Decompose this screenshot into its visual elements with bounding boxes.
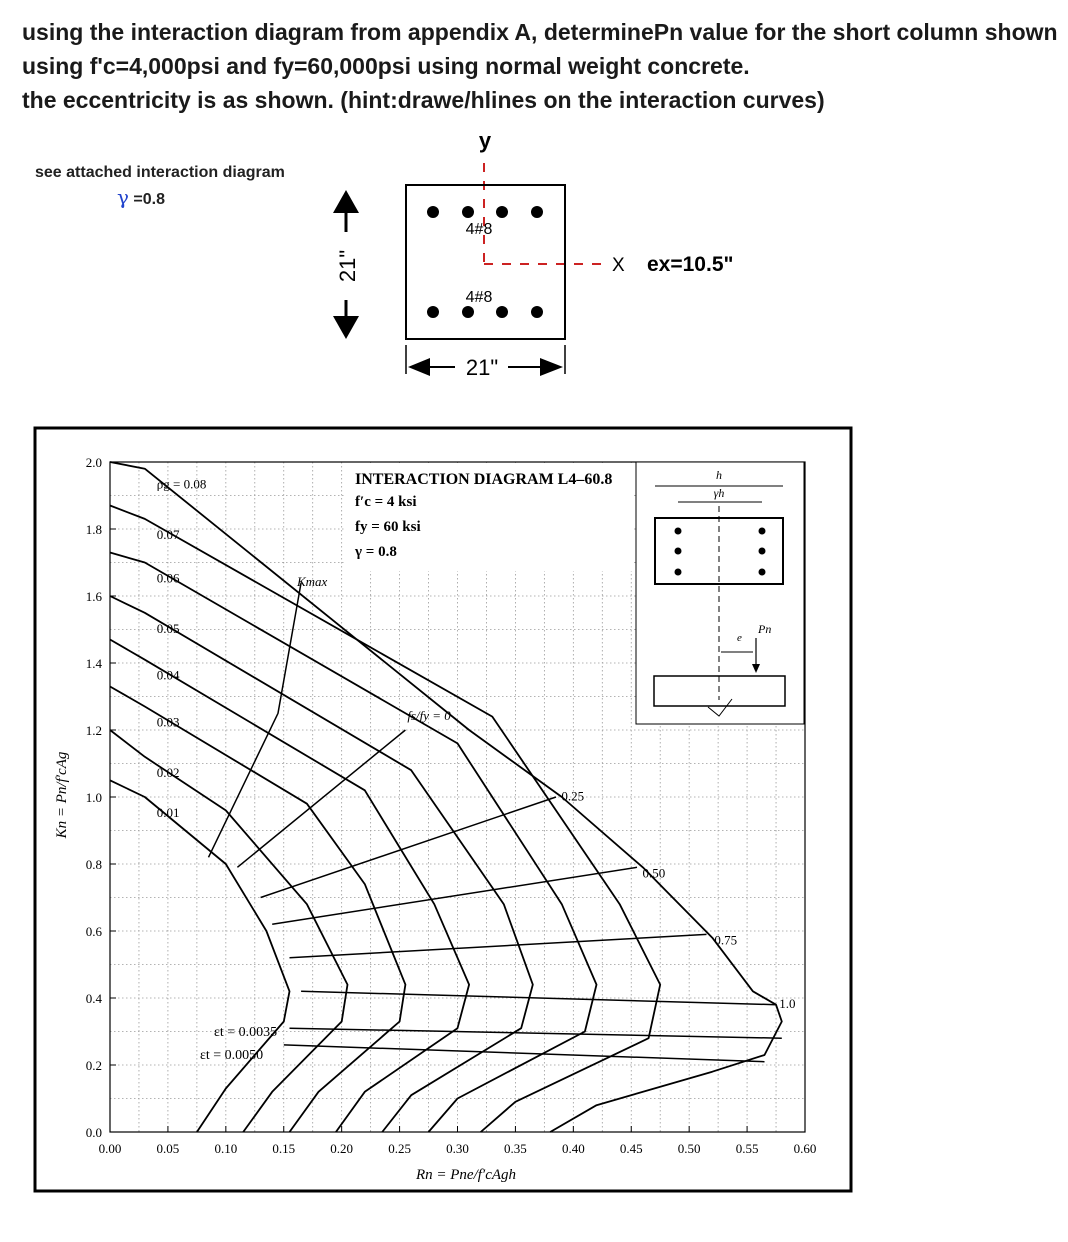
rho-curve-label: 0.06 bbox=[156, 570, 180, 586]
inset-frame bbox=[636, 462, 804, 724]
fc-label: f′c = 4 ksi bbox=[355, 494, 417, 510]
inset-bar bbox=[675, 528, 682, 535]
rho-curve-label: 0.05 bbox=[156, 620, 180, 636]
x-tick-label: 0.35 bbox=[504, 1141, 527, 1156]
y-tick-label: 2.0 bbox=[85, 455, 102, 470]
x-tick-label: 0.00 bbox=[98, 1141, 122, 1156]
y-tick-label: 0.0 bbox=[85, 1125, 102, 1140]
x-tick-label: 0.40 bbox=[561, 1141, 585, 1156]
x-tick-label: 0.50 bbox=[677, 1141, 701, 1156]
height-label: 21" bbox=[335, 249, 360, 283]
x-tick-label: 0.05 bbox=[156, 1141, 180, 1156]
problem-line-3: the eccentricity is as shown. (hint:drawe/hlines on the interaction curves) bbox=[22, 87, 825, 113]
y-tick-label: 1.0 bbox=[85, 790, 102, 805]
radial-line-label: fs/fy = 0 bbox=[407, 707, 451, 723]
gamma-label: γ = 0.8 bbox=[355, 544, 397, 560]
inset-bar bbox=[675, 548, 682, 555]
bottom-bars-label: 4#8 bbox=[465, 289, 493, 306]
x-axis-label: X bbox=[612, 255, 625, 276]
inset-gh-label: γh bbox=[713, 486, 725, 500]
x-tick-label: 0.10 bbox=[214, 1141, 238, 1156]
y-tick-label: 1.8 bbox=[85, 522, 102, 537]
inset-bar bbox=[759, 569, 766, 576]
inset-bar bbox=[675, 569, 682, 576]
radial-line-label: 0.25 bbox=[561, 788, 585, 804]
radial-line-label: 1.0 bbox=[779, 996, 796, 1012]
problem-line-1: using the interaction diagram from appendix A, determinePn value for the short column shown bbox=[22, 19, 1058, 45]
x-tick-label: 0.25 bbox=[388, 1141, 411, 1156]
strain-label-2: εt = 0.0050 bbox=[200, 1048, 264, 1063]
y-tick-label: 1.6 bbox=[85, 589, 102, 604]
inset-h-label: h bbox=[716, 468, 722, 482]
eccentricity-label: ex=10.5" bbox=[647, 253, 734, 276]
y-tick-label: 0.2 bbox=[85, 1058, 102, 1073]
x-tick-label: 0.60 bbox=[793, 1141, 817, 1156]
rho-curve-label: 0.03 bbox=[156, 714, 180, 730]
rho-curve-label: 0.02 bbox=[156, 764, 180, 780]
diagram-title: INTERACTION DIAGRAM L4–60.8 bbox=[355, 471, 613, 488]
y-axis-label: y bbox=[478, 128, 492, 153]
x-tick-label: 0.20 bbox=[330, 1141, 354, 1156]
problem-line-2: using f'c=4,000psi and fy=60,000psi using normal weight concrete. bbox=[22, 53, 750, 79]
gamma-symbol: γ bbox=[117, 185, 129, 209]
x-axis-title: Rn = Pne/f′cAgh bbox=[415, 1167, 517, 1183]
y-axis-title: Kn = Pn/f′cAg bbox=[54, 751, 70, 839]
see-attached-note: see attached interaction diagram bbox=[35, 164, 285, 181]
rho-curve-label: 0.04 bbox=[156, 667, 180, 683]
inset-sketch bbox=[636, 462, 804, 724]
x-tick-label: 0.45 bbox=[619, 1141, 643, 1156]
gamma-value: =0.8 bbox=[128, 191, 165, 208]
inset-bar bbox=[759, 528, 766, 535]
y-tick-label: 1.4 bbox=[85, 656, 102, 671]
y-tick-label: 1.2 bbox=[85, 723, 102, 738]
y-tick-label: 0.4 bbox=[85, 991, 102, 1006]
inset-pn-label: Pn bbox=[758, 622, 772, 636]
width-label: 21" bbox=[465, 355, 499, 380]
strain-label-1: εt = 0.0035 bbox=[214, 1025, 278, 1040]
top-bars-label: 4#8 bbox=[465, 221, 493, 238]
x-tick-label: 0.30 bbox=[446, 1141, 469, 1156]
x-tick-label: 0.15 bbox=[272, 1141, 296, 1156]
rho-curve-label: 0.01 bbox=[156, 805, 180, 820]
inset-bar bbox=[759, 548, 766, 555]
fy-label: fy = 60 ksi bbox=[355, 519, 421, 535]
radial-line-label: 0.75 bbox=[714, 932, 738, 948]
inset-e-label: e bbox=[737, 632, 742, 644]
rho-curve-label: ρg = 0.08 bbox=[156, 476, 207, 492]
x-tick-label: 0.55 bbox=[735, 1141, 759, 1156]
y-tick-label: 0.6 bbox=[85, 924, 102, 939]
kmax-label: Kmax bbox=[297, 574, 328, 589]
y-tick-label: 0.8 bbox=[85, 857, 102, 872]
rho-curve-label: 0.07 bbox=[156, 526, 180, 542]
radial-line-label: 0.50 bbox=[642, 865, 666, 881]
